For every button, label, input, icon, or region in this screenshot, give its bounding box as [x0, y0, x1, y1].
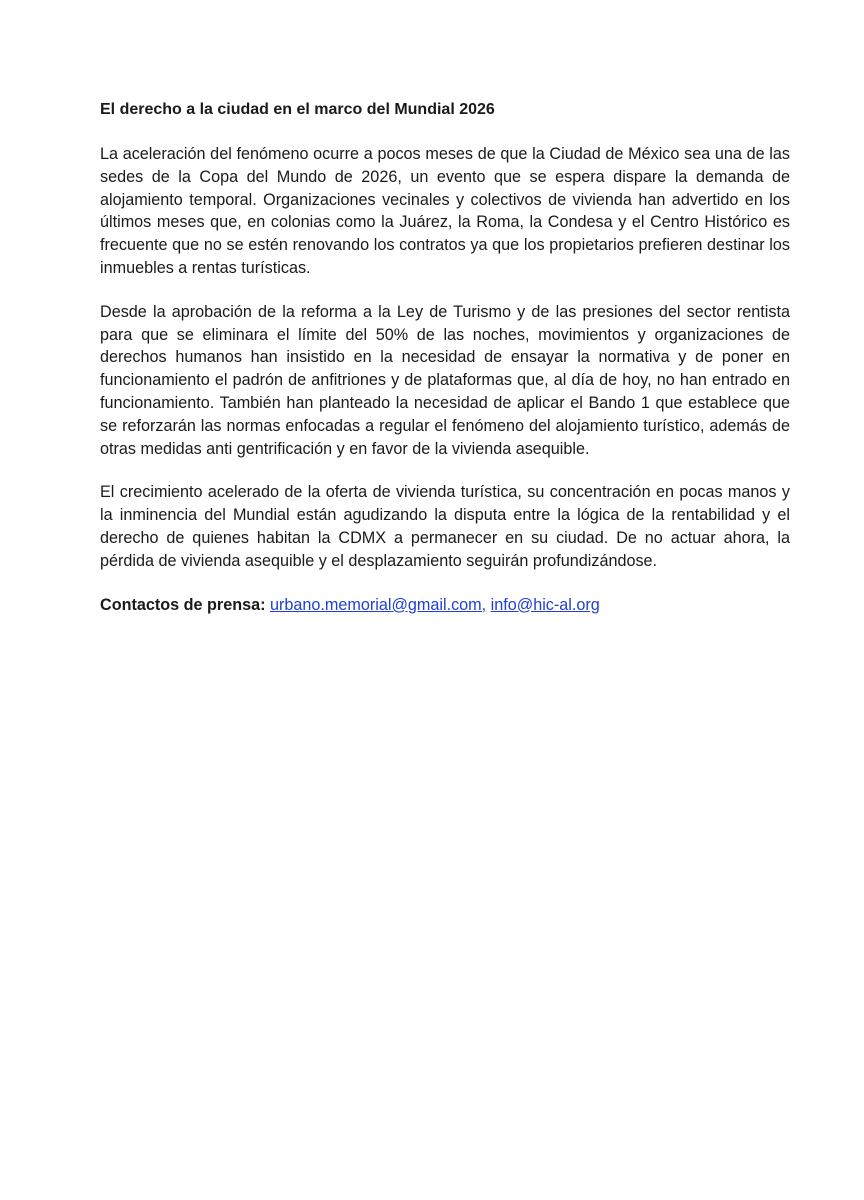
- press-contacts-label: Contactos de prensa:: [100, 595, 266, 614]
- paragraph-3: El crecimiento acelerado de la oferta de vivienda turística, su concentración en pocas manos y la inminencia del Mundial están agudizando la disputa entre la lógica de la rentabilidad y el derecho de quienes habitan la CDMX a permanecer en su ciudad. De no actuar ahora, la pérdida de vivienda asequible y el desplazamiento seguirán profundizándose.: [100, 483, 790, 570]
- paragraph-1: La aceleración del fenómeno ocurre a pocos meses de que la Ciudad de México sea una de las sedes de la Copa del Mundo de 2026, un evento que se espera dispare la demanda de alojamiento temporal. Organizaciones vecinales y colectivos de vivienda han advertido en los últimos meses que, en colonias como la Juárez, la Roma, la Condesa y el Centro Histórico es frecuente que no se estén renovando los contratos ya que los propietarios prefieren destinar los inmuebles a rentas turísticas.: [100, 145, 790, 277]
- press-contacts: [100, 594, 790, 617]
- document-title: El derecho a la ciudad en el marco del Mundial 2026: [100, 101, 495, 118]
- paragraph-2: Desde la aprobación de la reforma a la Ley de Turismo y de las presiones del sector rentista para que se eliminara el límite del 50% de las noches, movimientos y organizaciones de derechos humanos han insistido en la necesidad de ensayar la normativa y de poner en funcionamiento el padrón de anfitriones y de plataformas que, al día de hoy, no han entrado en funcionamiento. También han planteado la necesidad de aplicar el Bando 1 que establece que se reforzarán las normas enfocadas a regular el fenómeno del alojamiento turístico, además de otras medidas anti gentrificación y en favor de la vivienda asequible.: [100, 302, 790, 458]
- email-link-urbano-memorial[interactable]: urbano.memorial@gmail.com,: [270, 595, 487, 614]
- document-page: [100, 99, 790, 616]
- email-link-hic-al[interactable]: info@hic-al.org: [490, 595, 600, 614]
